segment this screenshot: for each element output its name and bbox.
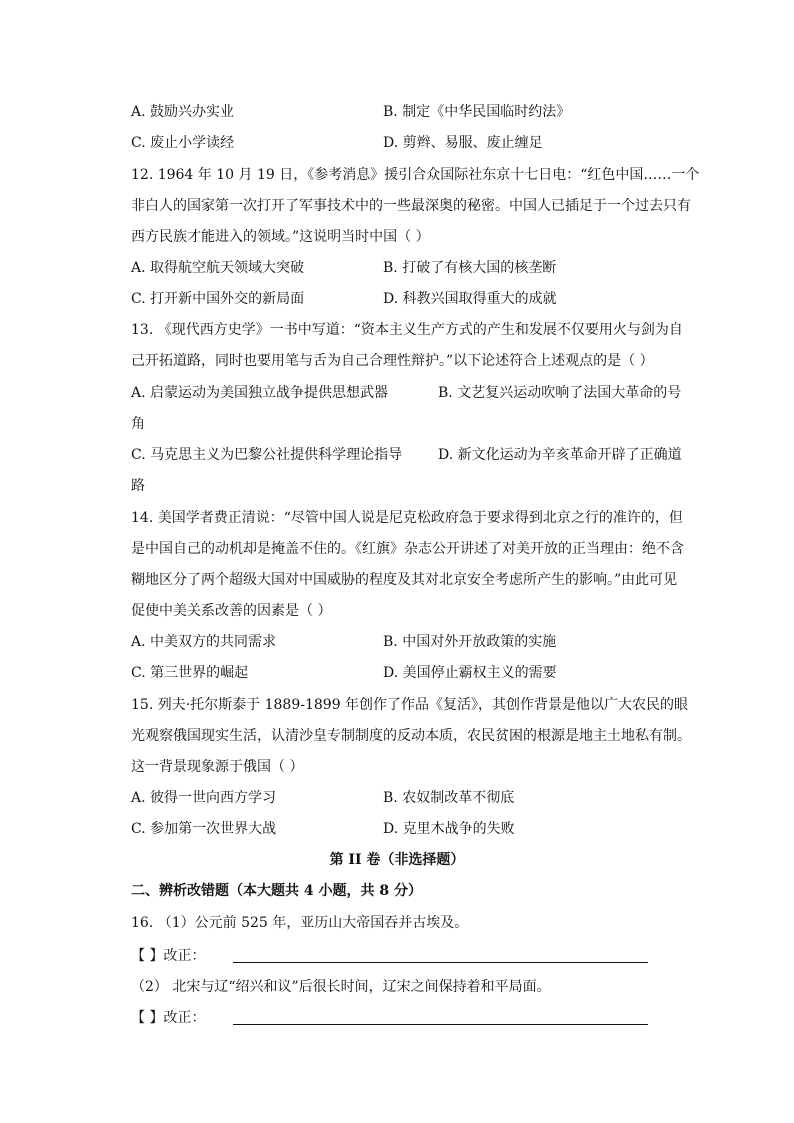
q11-option-b: B. 制定《中华民国临时约法》 (383, 104, 571, 120)
q12-stem-line-3: 西方民族才能进入的领域。”这说明当时中国（ ） (131, 229, 430, 245)
q15-stem-line-3: 这一背景现象源于俄国（ ） (131, 759, 304, 775)
section-heading: 二、辨析改错题（本大题共 4 小题，共 8 分） (131, 883, 422, 899)
q14-stem-line-2: 是中国自己的动机却是掩盖不住的。《红旗》杂志公开讲述了对美开放的正当理由：绝不含 (131, 541, 684, 557)
q12-stem-line-2: 非白人的国家第一次打开了军事技术中的一些最深奥的秘密。中国人已插足于一个过去只有 (131, 198, 691, 214)
q12-option-b: B. 打破了有核大国的核垄断 (383, 260, 557, 276)
q15-stem-line-2: 光观察俄国现实生活，认清沙皇专制制度的反动本质，农民贫困的根源是地主土地私有制。 (131, 728, 691, 744)
q13-option-d: D. 新文化运动为辛亥革命开辟了正确道 (438, 447, 682, 463)
q14-option-a: A. 中美双方的共同需求 (131, 634, 277, 650)
q16-answer-1-label: 【 】改正： (131, 948, 206, 964)
q14-option-d: D. 美国停止霸权主义的需要 (383, 665, 557, 681)
q13-option-b: B. 文艺复兴运动吹响了法国大革命的号 (438, 385, 682, 401)
q16-answer-2-blank[interactable] (233, 1024, 648, 1025)
q16-answer-2-label: 【 】改正： (131, 1010, 206, 1026)
q13-option-a: A. 启蒙运动为美国独立战争提供思想武器 (131, 385, 389, 401)
part-two-title: 第 II 卷（非选择题） (329, 852, 465, 868)
q12-option-d: D. 科教兴国取得重大的成就 (383, 291, 557, 307)
q16-sub-1: 16. （1）公元前 525 年，亚历山大帝国吞并古埃及。 (131, 915, 469, 931)
q15-option-a: A. 彼得一世向西方学习 (131, 790, 277, 806)
q16-answer-1-blank[interactable] (233, 962, 648, 963)
q14-stem-line-1: 14. 美国学者费正清说：“尽管中国人说是尼克松政府急于要求得到北京之行的准许的，但 (131, 510, 683, 526)
q12-stem-line-1: 12. 1964 年 10 月 19 日，《参考消息》援引合众国际社东京十七日电：“红色中国……一个 (131, 167, 700, 183)
q15-stem-line-1: 15. 列夫·托尔斯泰于 1889-1899 年创作了作品《复活》，其创作背景是他以广大农民的眼 (131, 697, 689, 713)
q11-option-c: C. 废止小学读经 (131, 135, 235, 151)
q15-option-b: B. 农奴制改革不彻底 (383, 790, 515, 806)
q11-option-a: A. 鼓励兴办实业 (131, 104, 235, 120)
q13-option-c: C. 马克思主义为巴黎公社提供科学理论指导 (131, 447, 403, 463)
q14-option-b: B. 中国对外开放政策的实施 (383, 634, 557, 650)
q15-option-d: D. 克里木战争的失败 (383, 821, 515, 837)
q11-option-d: D. 剪辫、易服、废止缠足 (383, 135, 543, 151)
q15-option-c: C. 参加第一次世界大战 (131, 821, 277, 837)
q14-option-c: C. 第三世界的崛起 (131, 665, 249, 681)
q13-option-d-wrap: 路 (131, 478, 145, 494)
q16-sub-2: （2） 北宋与辽“绍兴和议”后很长时间，辽宋之间保持着和平局面。 (131, 979, 551, 995)
q13-stem-line-1: 13. 《现代西方史学》一书中写道：“资本主义生产方式的产生和发展不仅要用火与剑为自 (131, 322, 683, 338)
q13-stem-line-2: 己开拓道路，同时也要用笔与舌为自己合理性辩护。”以下论述符合上述观点的是（ ） (131, 353, 654, 369)
q14-stem-line-4: 促使中美关系改善的因素是（ ） (131, 603, 332, 619)
q12-option-c: C. 打开新中国外交的新局面 (131, 291, 305, 307)
q13-option-b-wrap: 角 (131, 416, 145, 432)
q14-stem-line-3: 糊地区分了两个超级大国对中国威胁的程度及其对北京安全考虑所产生的影响。”由此可见 (131, 572, 678, 588)
q12-option-a: A. 取得航空航天领域大突破 (131, 260, 305, 276)
